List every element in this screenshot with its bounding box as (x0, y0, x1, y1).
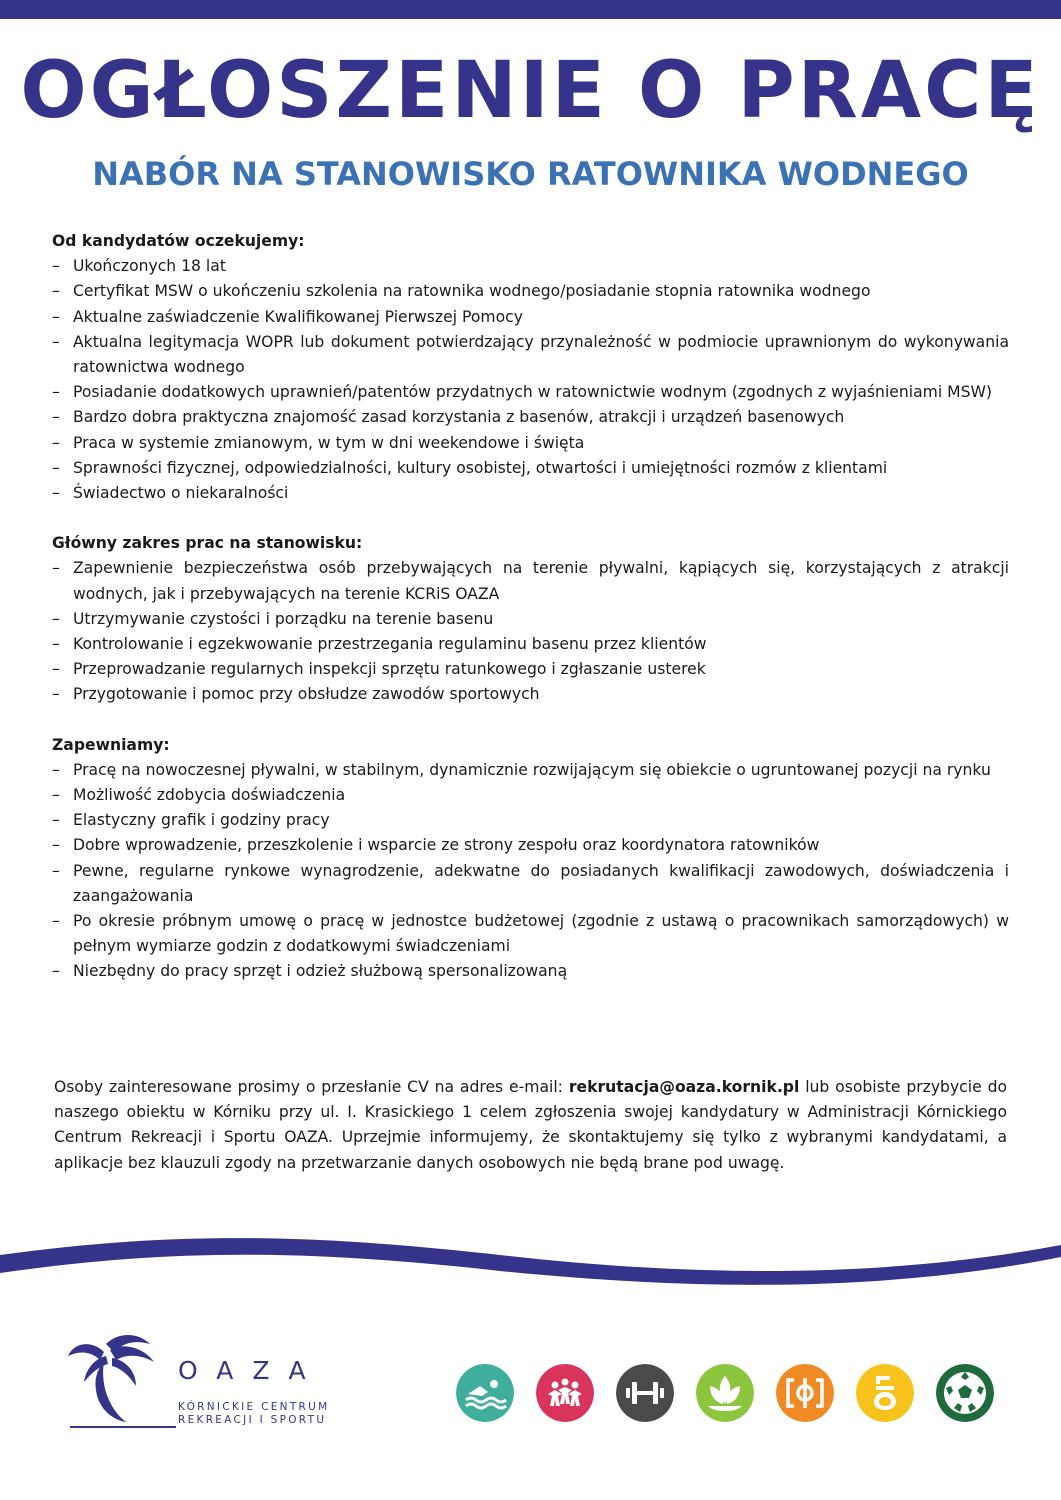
section-heading-duties: Główny zakres prac na stanowisku: (52, 534, 363, 553)
email-link[interactable]: rekrutacja@oaza.kornik.pl (568, 1078, 800, 1096)
section-heading-offer: Zapewniamy: (52, 735, 170, 754)
list-item: – Niezbędny do pracy sprzęt i odzież służbową spersonalizowaną (52, 959, 1009, 984)
list-item: – Dobre wprowadzenie, przeszkolenie i wsparcie ze strony zespołu oraz koordynatora ratowników (52, 833, 1009, 858)
list-item: – Elastyczny grafik i godziny pracy (52, 808, 1009, 833)
closing-text-after: lub osobiste przybycie do naszego obiektu w Kórniku przy ul. I. Krasickiego 1 celem zgłoszenia swojej kandydatury w Administracji Kórnickiego Centrum Rekreacji i Sportu OAZA. Uprzejmie informujemy, że skontaktujemy się tylko z wybranymi kandydatami, a aplikacje bez klauzuli zgody na przetwarzanie danych osobowych nie będą brane pod uwagę. (54, 1078, 1008, 1172)
list-item: – Utrzymywanie czystości i porządku na terenie basenu (52, 607, 1009, 632)
top-bar (0, 0, 1061, 19)
sports-field-icon (776, 1364, 834, 1422)
list-item: – Kontrolowanie i egzekwowanie przestrzegania regulaminu basenu przez klientów (52, 632, 1009, 657)
logo-name: OAZA (178, 1356, 325, 1385)
decorative-wave (0, 1215, 1061, 1305)
list-item: – Aktualna legitymacja WOPR lub dokument potwierdzający przynależność w podmiocie uprawnionym do wykonywania ratownictwa wodnego (52, 330, 1009, 380)
activity-icons (456, 1364, 996, 1424)
football-icon (936, 1364, 994, 1422)
requirements-list (52, 254, 1009, 506)
page-subtitle: NABÓR NA STANOWISKO RATOWNIKA WODNEGO (92, 155, 969, 193)
list-item: – Sprawności fizycznej, odpowiedzialności, kultury osobistej, otwartości i umiejętności rozmów z klientami (52, 456, 1009, 481)
dumbbell-icon (616, 1364, 674, 1422)
logo-subtitle-line-2: REKREACJI I SPORTU (178, 1414, 327, 1426)
page-title: OGŁOSZENIE O PRACĘ (20, 46, 1041, 136)
requirements-content (52, 229, 1009, 1010)
list-item: – Zapewnienie bezpieczeństwa osób przebywających na terenie pływalni, kąpiących się, korzystających z atrakcji wodnych, jak i przebywających na terenie KCRiS OAZA (52, 556, 1009, 606)
list-item: – Bardzo dobra praktyczna znajomość zasad korzystania z basenów, atrakcji i urządzeń basenowych (52, 405, 1009, 430)
list-item: – Przeprowadzanie regularnych inspekcji sprzętu ratunkowego i zgłaszanie usterek (52, 657, 1009, 682)
list-item: – Praca w systemie zmianowym, w tym w dni weekendowe i święta (52, 431, 1009, 456)
swimming-icon (456, 1364, 514, 1422)
list-item: – Posiadanie dodatkowych uprawnień/patentów przydatnych w ratownictwie wodnym (zgodnych z wyjaśnieniami MSW) (52, 380, 1009, 405)
kids-icon (536, 1364, 594, 1422)
list-item: – Po okresie próbnym umowę o pracę w jednostce budżetowej (zgodnie z ustawą o pracownikach samorządowych) w pełnym wymiarze godzin z dodatkowymi świadczeniami (52, 909, 1009, 959)
logo-subtitle (178, 1401, 329, 1427)
list-item: – Pracę na nowoczesnej pływalni, w stabilnym, dynamicznie rozwijającym się obiekcie o ugruntowanej pozycji na rynku (52, 758, 1009, 783)
list-item: – Certyfikat MSW o ukończeniu szkolenia na ratownika wodnego/posiadanie stopnia ratownika wodnego (52, 279, 1009, 304)
section-heading-requirements: Od kandydatów oczekujemy: (52, 232, 305, 250)
offer-list (52, 758, 1009, 985)
logo-subtitle-line-1: KÓRNICKIE CENTRUM (178, 1401, 330, 1413)
closing-paragraph (54, 1075, 1007, 1176)
duties-list (52, 556, 1009, 707)
list-item: – Aktualne zaświadczenie Kwalifikowanej Pierwszej Pomocy (52, 305, 1009, 330)
bowling-icon (856, 1364, 914, 1422)
list-item: – Możliwość zdobycia doświadczenia (52, 783, 1009, 808)
lotus-icon (696, 1364, 754, 1422)
list-item: – Przygotowanie i pomoc przy obsłudze zawodów sportowych (52, 682, 1009, 707)
list-item: – Pewne, regularne rynkowe wynagrodzenie, adekwatne do posiadanych kwalifikacji zawodowych, doświadczenia i zaangażowania (52, 859, 1009, 909)
list-item: – Świadectwo o niekaralności (52, 481, 1009, 506)
closing-text-before: Osoby zainteresowane prosimy o przesłanie CV na adres e-mail: (54, 1078, 569, 1096)
list-item: – Ukończonych 18 lat (52, 254, 1009, 279)
